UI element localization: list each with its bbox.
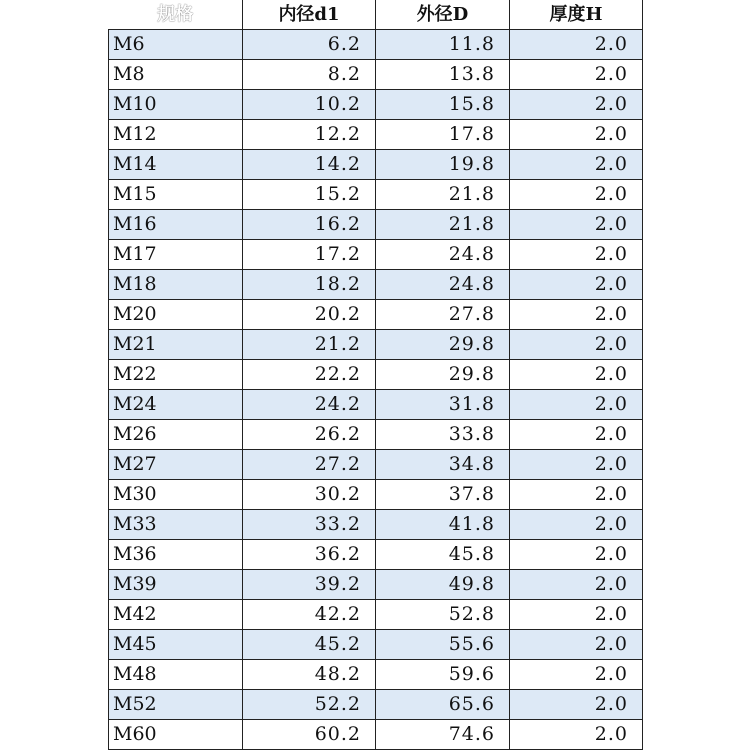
cell-inner-diameter[interactable]: 42.2 (243, 600, 376, 630)
cell-size[interactable]: M33 (109, 510, 243, 540)
cell-size[interactable]: M17 (109, 240, 243, 270)
cell-size[interactable]: M52 (109, 690, 243, 720)
cell-thickness[interactable]: 2.0 (510, 570, 643, 600)
cell-size[interactable]: M36 (109, 540, 243, 570)
cell-inner-diameter[interactable]: 12.2 (243, 120, 376, 150)
cell-thickness[interactable]: 2.0 (510, 390, 643, 420)
cell-outer-diameter[interactable]: 29.8 (376, 330, 510, 360)
cell-inner-diameter[interactable]: 15.2 (243, 180, 376, 210)
cell-thickness[interactable]: 2.0 (510, 270, 643, 300)
cell-inner-diameter[interactable]: 26.2 (243, 420, 376, 450)
cell-thickness[interactable]: 2.0 (510, 600, 643, 630)
cell-thickness[interactable]: 2.0 (510, 540, 643, 570)
cell-outer-diameter[interactable]: 19.8 (376, 150, 510, 180)
cell-thickness[interactable]: 2.0 (510, 330, 643, 360)
table-row (109, 360, 643, 390)
cell-inner-diameter[interactable]: 39.2 (243, 570, 376, 600)
cell-outer-diameter[interactable]: 21.8 (376, 180, 510, 210)
cell-inner-diameter[interactable]: 16.2 (243, 210, 376, 240)
cell-thickness[interactable]: 2.0 (510, 180, 643, 210)
table-row (109, 300, 643, 330)
table-row (109, 540, 643, 570)
cell-inner-diameter[interactable]: 24.2 (243, 390, 376, 420)
table-row (109, 210, 643, 240)
cell-outer-diameter[interactable]: 15.8 (376, 90, 510, 120)
cell-inner-diameter[interactable]: 27.2 (243, 450, 376, 480)
table-row (109, 420, 643, 450)
cell-size[interactable]: M27 (109, 450, 243, 480)
cell-size[interactable]: M16 (109, 210, 243, 240)
table-row (109, 480, 643, 510)
cell-size[interactable]: M48 (109, 660, 243, 690)
table-row (109, 330, 643, 360)
header-thickness[interactable]: 厚度H (510, 0, 643, 30)
table-row (109, 660, 643, 690)
cell-outer-diameter[interactable]: 31.8 (376, 390, 510, 420)
cell-inner-diameter[interactable]: 36.2 (243, 540, 376, 570)
cell-inner-diameter[interactable]: 6.2 (243, 30, 376, 60)
cell-inner-diameter[interactable]: 45.2 (243, 630, 376, 660)
cell-outer-diameter[interactable]: 27.8 (376, 300, 510, 330)
table-row (109, 720, 643, 750)
cell-thickness[interactable]: 2.0 (510, 300, 643, 330)
cell-outer-diameter[interactable]: 52.8 (376, 600, 510, 630)
cell-inner-diameter[interactable]: 30.2 (243, 480, 376, 510)
cell-thickness[interactable]: 2.0 (510, 510, 643, 540)
cell-thickness[interactable]: 2.0 (510, 450, 643, 480)
cell-inner-diameter[interactable]: 17.2 (243, 240, 376, 270)
table-row (109, 150, 643, 180)
cell-outer-diameter[interactable]: 33.8 (376, 420, 510, 450)
cell-outer-diameter[interactable]: 65.6 (376, 690, 510, 720)
cell-size[interactable]: M8 (109, 60, 243, 90)
cell-outer-diameter[interactable]: 29.8 (376, 360, 510, 390)
cell-thickness[interactable]: 2.0 (510, 480, 643, 510)
cell-thickness[interactable]: 2.0 (510, 30, 643, 60)
header-outer-diameter[interactable]: 外径D (376, 0, 510, 30)
cell-outer-diameter[interactable]: 24.8 (376, 270, 510, 300)
table-row (109, 180, 643, 210)
cell-size[interactable]: M20 (109, 300, 243, 330)
cell-outer-diameter[interactable]: 21.8 (376, 210, 510, 240)
cell-inner-diameter[interactable]: 21.2 (243, 330, 376, 360)
table-row (109, 570, 643, 600)
cell-inner-diameter[interactable]: 10.2 (243, 90, 376, 120)
header-inner-diameter[interactable]: 内径d1 (243, 0, 376, 30)
table-body (109, 30, 643, 750)
table-row (109, 450, 643, 480)
cell-outer-diameter[interactable]: 11.8 (376, 30, 510, 60)
cell-size[interactable]: M24 (109, 390, 243, 420)
cell-thickness[interactable]: 2.0 (510, 420, 643, 450)
cell-outer-diameter[interactable]: 59.6 (376, 660, 510, 690)
cell-thickness[interactable]: 2.0 (510, 210, 643, 240)
cell-thickness[interactable]: 2.0 (510, 240, 643, 270)
cell-size[interactable]: M18 (109, 270, 243, 300)
cell-outer-diameter[interactable]: 74.6 (376, 720, 510, 750)
cell-inner-diameter[interactable]: 18.2 (243, 270, 376, 300)
cell-size[interactable]: M10 (109, 90, 243, 120)
table-row (109, 630, 643, 660)
cell-outer-diameter[interactable]: 37.8 (376, 480, 510, 510)
cell-outer-diameter[interactable]: 49.8 (376, 570, 510, 600)
cell-size[interactable]: M15 (109, 180, 243, 210)
cell-thickness[interactable]: 2.0 (510, 720, 643, 750)
header-size[interactable]: 规格 (109, 0, 243, 30)
table-row (109, 690, 643, 720)
cell-size[interactable]: M14 (109, 150, 243, 180)
cell-inner-diameter[interactable]: 33.2 (243, 510, 376, 540)
cell-inner-diameter[interactable]: 48.2 (243, 660, 376, 690)
cell-size[interactable]: M26 (109, 420, 243, 450)
cell-thickness[interactable]: 2.0 (510, 60, 643, 90)
cell-outer-diameter[interactable]: 55.6 (376, 630, 510, 660)
cell-size[interactable]: M60 (109, 720, 243, 750)
cell-inner-diameter[interactable]: 14.2 (243, 150, 376, 180)
table-row (109, 90, 643, 120)
cell-thickness[interactable]: 2.0 (510, 660, 643, 690)
cell-thickness[interactable]: 2.0 (510, 630, 643, 660)
table-row (109, 270, 643, 300)
cell-outer-diameter[interactable]: 17.8 (376, 120, 510, 150)
cell-size[interactable]: M12 (109, 120, 243, 150)
cell-thickness[interactable]: 2.0 (510, 90, 643, 120)
cell-inner-diameter[interactable]: 20.2 (243, 300, 376, 330)
table-row (109, 60, 643, 90)
cell-outer-diameter[interactable]: 34.8 (376, 450, 510, 480)
table-row (109, 120, 643, 150)
table-row (109, 510, 643, 540)
cell-outer-diameter[interactable]: 41.8 (376, 510, 510, 540)
cell-outer-diameter[interactable]: 24.8 (376, 240, 510, 270)
cell-outer-diameter[interactable]: 45.8 (376, 540, 510, 570)
cell-inner-diameter[interactable]: 60.2 (243, 720, 376, 750)
cell-size[interactable]: M30 (109, 480, 243, 510)
table-row (109, 390, 643, 420)
cell-inner-diameter[interactable]: 22.2 (243, 360, 376, 390)
cell-outer-diameter[interactable]: 13.8 (376, 60, 510, 90)
cell-size[interactable]: M42 (109, 600, 243, 630)
cell-size[interactable]: M21 (109, 330, 243, 360)
washer-spec-table (108, 0, 643, 750)
table-row (109, 30, 643, 60)
table-row (109, 600, 643, 630)
cell-inner-diameter[interactable]: 52.2 (243, 690, 376, 720)
cell-size[interactable]: M6 (109, 30, 243, 60)
cell-size[interactable]: M45 (109, 630, 243, 660)
cell-size[interactable]: M39 (109, 570, 243, 600)
cell-size[interactable]: M22 (109, 360, 243, 390)
table-row (109, 240, 643, 270)
header-row (109, 0, 643, 30)
cell-thickness[interactable]: 2.0 (510, 120, 643, 150)
cell-inner-diameter[interactable]: 8.2 (243, 60, 376, 90)
cell-thickness[interactable]: 2.0 (510, 360, 643, 390)
cell-thickness[interactable]: 2.0 (510, 150, 643, 180)
cell-thickness[interactable]: 2.0 (510, 690, 643, 720)
